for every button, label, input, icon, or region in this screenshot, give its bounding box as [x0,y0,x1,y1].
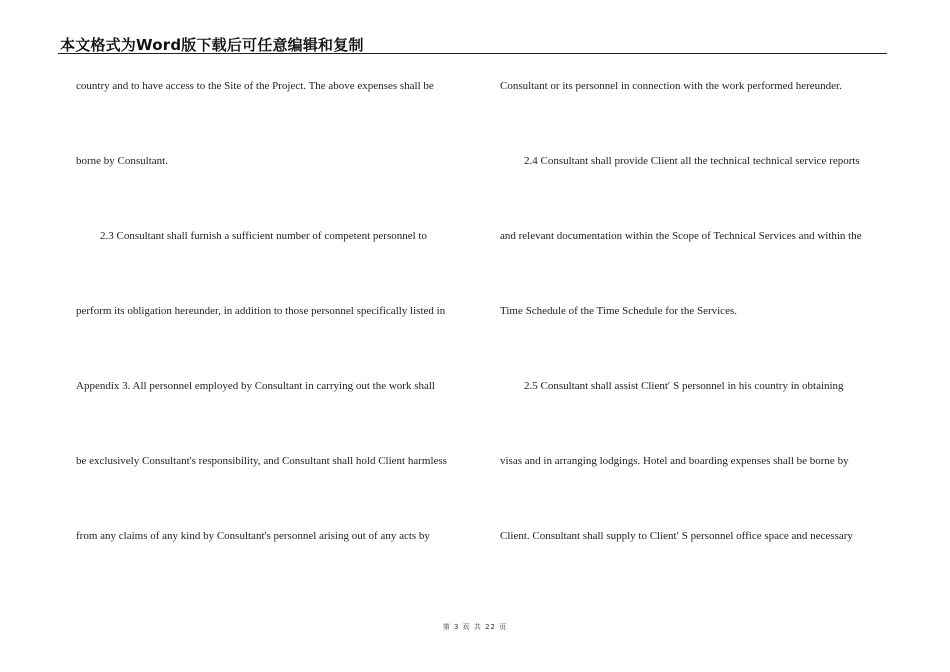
text-line: borne by Consultant. [76,155,168,167]
text-line: Time Schedule of the Time Schedule for the Services. [500,305,737,317]
text-line: Consultant or its personnel in connection with the work performed hereunder. [500,80,842,92]
page-number-footer: 第 3 页 共 22 页 [442,623,508,631]
paragraph-start-2-4: 2.4 Consultant shall provide Client all the technical technical service reports [524,155,860,167]
text-line: be exclusively Consultant's responsibility, and Consultant shall hold Client harmless [76,455,447,467]
paragraph-start-2-5: 2.5 Consultant shall assist Client′ S personnel in his country in obtaining [524,380,844,392]
page-header-title: 本文格式为Word版下载后可任意编辑和复制 [60,36,364,54]
header-divider [58,53,887,54]
text-line: from any claims of any kind by Consultant's personnel arising out of any acts by [76,530,430,542]
text-line: country and to have access to the Site of the Project. The above expenses shall be [76,80,434,92]
paragraph-start-2-3: 2.3 Consultant shall furnish a sufficient number of competent personnel to [100,230,427,242]
text-line: Appendix 3. All personnel employed by Consultant in carrying out the work shall [76,380,435,392]
text-line: perform its obligation hereunder, in addition to those personnel specifically listed in [76,305,446,317]
text-line: and relevant documentation within the Scope of Technical Services and within the [500,230,862,242]
text-line: Client. Consultant shall supply to Client′ S personnel office space and necessary [500,530,853,542]
text-line: visas and in arranging lodgings. Hotel and boarding expenses shall be borne by [500,455,849,467]
